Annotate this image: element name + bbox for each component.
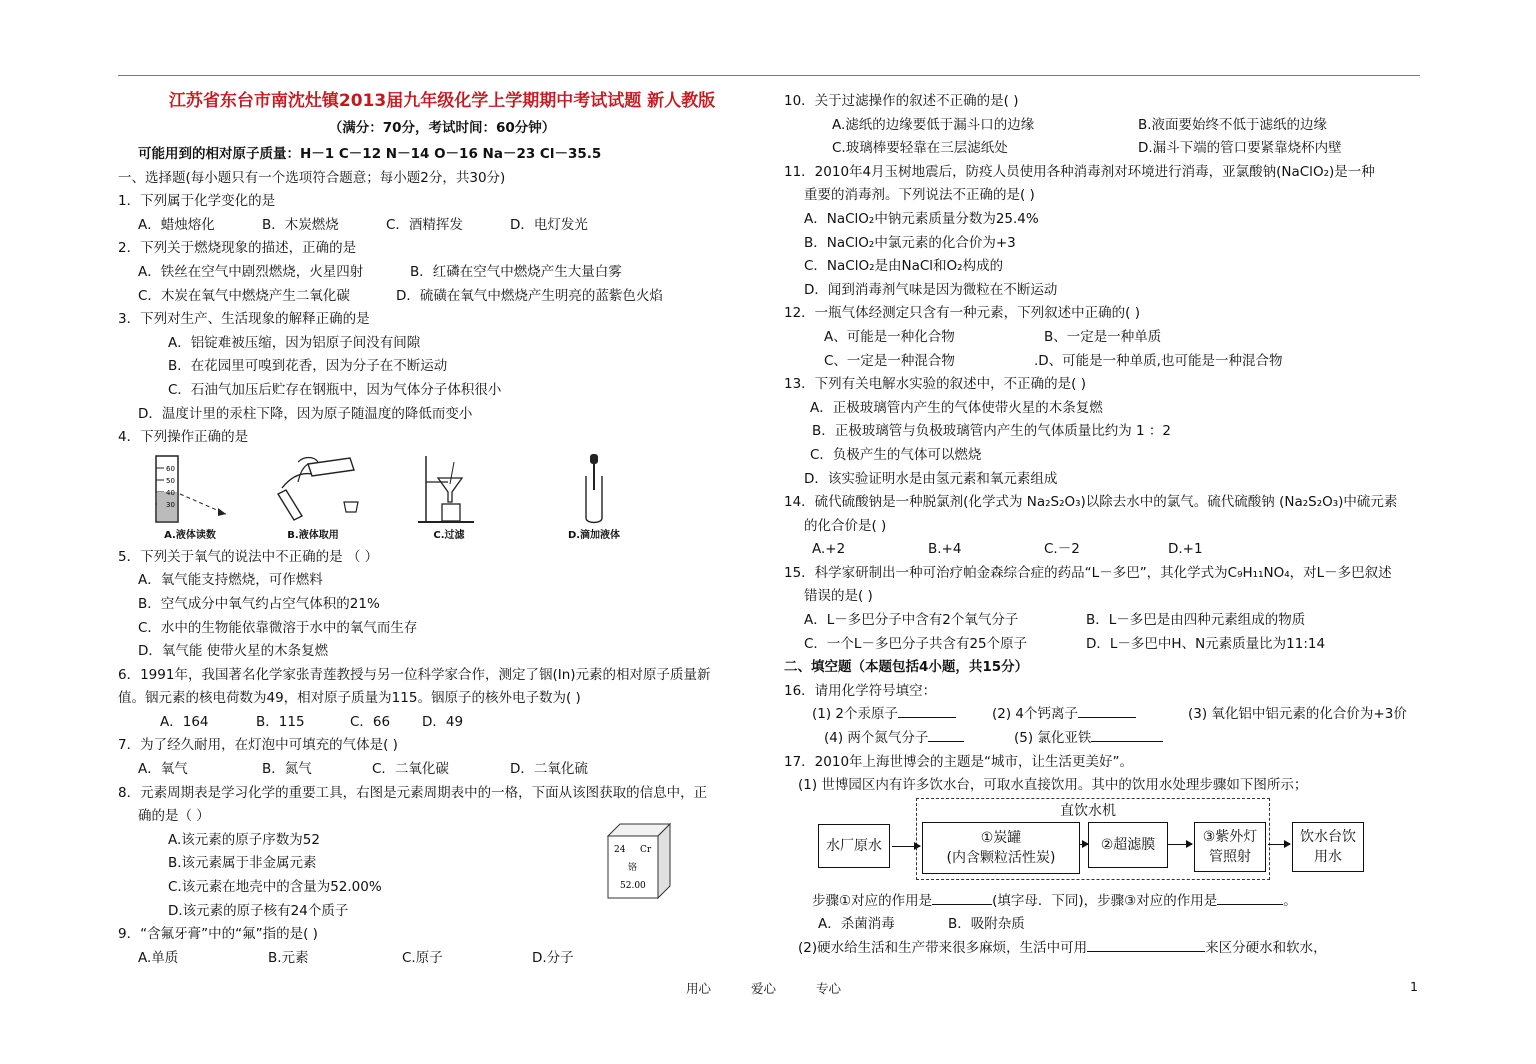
flow-arrow-1 [892,846,920,847]
q16-part4: (4) 两个氮气分子 [824,727,1014,751]
q16-blank-4[interactable] [928,727,964,742]
q12-option-d: .D、可能是一种单质,也可能是一种混合物 [1034,352,1283,369]
q10-option-c: C.玻璃棒要轻靠在三层滤纸处 [832,140,1008,157]
q17-fill-line: 步骤①对应的作用是 (填字母．下同)，步骤③对应的作用是 。 [784,890,1424,914]
q9-option-d: D.分子 [532,949,574,966]
q7-options [118,758,766,782]
q12-options-row1 [784,326,1424,350]
q12-option-c: C、一定是一种混合物 [824,352,955,369]
q13-option-a: A．正极玻璃管内产生的气体使带火星的木条复燃 [810,399,1103,416]
q6-options [118,711,766,735]
q2-options-row2 [118,285,766,309]
exam-subtitle: （满分：70分，考试时间：60分钟） [328,120,556,136]
q3-option-c: C．石油气加压后贮存在钢瓶中，因为气体分子体积很小 [168,381,502,398]
top-rule [118,75,1420,76]
q17-options [784,913,1424,937]
q15-option-c: C．一个L－多巴分子共含有25个原子 [804,635,1028,652]
q8-option-c: C.该元素在地壳中的含量为52.00% [168,879,382,896]
q14-option-a: A.+2 [812,541,846,558]
q15-line1: 15．科学家研制出一种可治疗帕金森综合症的药品“L－多巴”，其化学式为C₉H₁₁NO₄，对L－多巴叙述 [784,564,1392,581]
q10-stem: 10．关于过滤操作的叙述不正确的是( ) [784,93,1019,109]
q2-option-b: B．红磷在空气中燃烧产生大量白雾 [410,263,622,280]
q11-option-c: C．NaClO₂是由NaCl和O₂构成的 [804,258,1004,275]
q5-option-c: C．水中的生物能依靠微溶于水中的氧气而生存 [138,619,418,636]
fig-a-caption: A.液体读数 [164,529,216,541]
q12-stem: 12．一瓶气体经测定只含有一种元素，下列叙述中正确的( ) [784,305,1141,322]
cell-atomic-mass: 52.00 [620,881,646,891]
q1-option-b: B．木炭燃烧 [262,216,339,233]
q16-blank-5[interactable] [1091,727,1163,742]
cyl-label-30: 30 [166,500,175,509]
q17-option-b: B．吸附杂质 [948,916,1025,933]
q8-option-a: A.该元素的原子序数为52 [168,831,320,848]
q8-option-d: D.该元素的原子核有24个质子 [168,902,349,919]
flow-step-ultrafiltration: ②超滤膜 [1088,822,1168,868]
graduated-cylinder-icon [140,454,240,526]
q5-option-a: A．氧气能支持燃烧，可作燃料 [138,572,323,589]
q1-option-d: D．电灯发光 [510,216,588,233]
q16-blank-1[interactable] [898,703,956,718]
q15-option-d: D．L－多巴中H、N元素质量比为11:14 [1086,635,1326,652]
q7-option-b: B．氮气 [262,761,312,778]
filter-funnel-icon [414,454,484,526]
q13-option-b: B．正极玻璃管与负极玻璃管内产生的气体质量比约为 1 ：2 [812,423,1172,440]
q11-line1: 11．2010年4月玉树地震后，防疫人员使用各种消毒剂对环境进行消毒，亚氯酸钠(NaClO₂)是一种 [784,163,1375,180]
dash-box-label: 直饮水机 [1056,800,1120,820]
dropper-test-tube-icon [554,454,634,526]
fig-b-caption: B.液体取用 [287,529,339,541]
q3-option-d: D．温度计里的汞柱下降，因为原子随温度的降低而变小 [138,405,473,422]
periodic-table-cell [606,820,672,904]
q10-option-d: D.漏斗下端的管口要紧靠烧杯内壁 [1138,140,1342,157]
flow-arrow-3 [1168,844,1192,845]
q16-row2 [784,727,1424,751]
q6-option-d: D．49 [422,713,464,730]
element-cell-icon [606,820,672,900]
q3-option-a: A．铝锭难被压缩，因为铝原子间没有间隙 [168,334,421,351]
q1-option-a: A．蜡烛熔化 [138,216,215,233]
q11-option-d: D．闻到消毒剂气味是因为微粒在不断运动 [804,281,1058,298]
q16-row1 [784,703,1424,727]
footer-word-3: 专心 [816,981,842,996]
flow-step-drinking-water: 饮水台饮 用水 [1292,822,1364,872]
q7-option-d: D．二氧化硫 [510,761,588,778]
page-title: 江苏省东台市南沈灶镇2013届九年级化学上学期期中考试试题 新人教版 [168,91,716,111]
q17-blank-step1[interactable] [932,890,992,905]
q14-options [784,538,1424,562]
cell-symbol: Cr [640,845,652,855]
q14-line2: 的化合价是( ) [804,517,887,534]
footer-word-1: 用心 [686,981,712,996]
q10-options-row1 [784,114,1424,138]
q9-stem: 9．“含氟牙膏”中的“氟”指的是( ) [118,926,318,943]
cyl-label-50: 50 [166,476,175,485]
cyl-label-60: 60 [166,464,175,473]
flow-arrow-4 [1268,844,1290,845]
q5-option-d: D．氧气能 使带火星的木条复燃 [138,643,329,660]
atomic-masses: 可能用到的相对原子质量：H－1 C－12 N－14 O－16 Na－23 Cl－35.5 [138,146,602,162]
q15-option-b: B．L－多巴是由四种元素组成的物质 [1086,612,1306,629]
q1-stem: 1．下列属于化学变化的是 [118,193,276,210]
cyl-label-40: 40 [166,488,175,497]
q1-options [118,214,766,238]
q9-options [118,947,766,971]
q12-option-b: B、一定是一种单质 [1044,328,1162,345]
q8-option-b: B.该元素属于非金属元素 [168,855,317,872]
cell-element-name: 铬 [628,863,638,873]
q16-part2: (2) 4个钙离子 [992,703,1188,727]
fig-liquid-reading [140,454,240,541]
q16-blank-2[interactable] [1078,703,1136,718]
fig-liquid-taking [258,454,368,541]
q17-blank-step3[interactable] [1217,890,1283,905]
fig-dropping-liquid [554,454,634,541]
q10-option-b: B.液面要始终不低于滤纸的边缘 [1138,116,1328,133]
q6-line1: 6．1991年，我国著名化学家张青莲教授与另一位科学家合作，测定了铟(In)元素的相对原子质量新 [118,666,711,683]
footer-motto [686,979,841,997]
q8-line1: 8．元素周期表是学习化学的重要工具，右图是元素周期表中的一格，下面从该图获取的信息中，正 [118,784,708,801]
section-choice-heading: 一、选择题(每小题只有一个选项符合题意；每小题2分，共30分) [118,169,506,186]
q9-option-b: B.元素 [268,949,309,966]
footer-word-2: 爱心 [751,981,777,996]
q11-option-b: B．NaClO₂中氯元素的化合价为+3 [804,234,1016,251]
q12-options-row2 [784,350,1424,374]
q15-options-row2 [784,633,1424,657]
q8-line2: 确的是（ ） [138,808,210,825]
q6-option-b: B．115 [256,713,305,730]
q15-options-row1 [784,609,1424,633]
q4-figures [118,454,766,540]
cell-atomic-number: 24 [614,845,626,855]
q2-stem: 2．下列关于燃烧现象的描述，正确的是 [118,240,357,257]
q16-stem: 16．请用化学符号填空： [784,682,937,699]
q5-option-b: B．空气成分中氧气约占空气体积的21% [138,595,380,612]
q17-part2: (2)硬水给生活和生产带来很多麻烦，生活中可用 来区分硬水和软水， [784,937,1424,961]
q6-line2: 值。铟元素的核电荷数为49，相对原子质量为115。铟原子的核外电子数为( ) [118,690,581,707]
fig-d-caption: D.滴加液体 [567,529,621,541]
right-column [784,90,1424,961]
flow-step-uv-lamp: ③紫外灯 管照射 [1194,822,1266,872]
q11-line2: 重要的消毒剂。下列说法不正确的是( ) [804,187,1035,204]
q16-part1: (1) 2个汞原子 [812,703,992,727]
q11-option-a: A．NaClO₂中钠元素质量分数为25.4% [804,210,1039,227]
water-treatment-flowchart [784,798,1424,890]
q14-option-c: C.－2 [1044,541,1080,558]
q14-line1: 14．硫代硫酸钠是一种脱氯剂(化学式为 Na₂S₂O₃)以除去水中的氯气。硫代硫酸钠 (Na₂S₂O₃)中硫元素 [784,494,1398,511]
q2-option-d: D．硫磺在氧气中燃烧产生明亮的蓝紫色火焰 [396,287,663,304]
q14-option-b: B.+4 [928,541,962,558]
q3-stem: 3．下列对生产、生活现象的解释正确的是 [118,311,370,328]
q16-part3: (3) 氧化铝中铝元素的化合价为+3价 [1188,706,1407,723]
fig-filtering [414,454,484,541]
q2-option-a: A．铁丝在空气中剧烈燃烧，火星四射 [138,263,364,280]
q14-option-d: D.+1 [1168,541,1203,558]
q17-stem: 17．2010年上海世博会的主题是“城市，让生活更美好”。 [784,753,1134,770]
q13-option-d: D．该实验证明水是由氢元素和氧元素组成 [804,470,1058,487]
q5-stem: 5．下列关于氧气的说法中不正确的是 （ ） [118,548,379,565]
q7-stem: 7．为了经久耐用，在灯泡中可填充的气体是( ) [118,737,398,754]
q7-option-c: C．二氧化碳 [372,761,449,778]
flow-step-raw-water: 水厂原水 [818,824,890,868]
q13-stem: 13．下列有关电解水实验的叙述中，不正确的是( ) [784,376,1087,393]
q7-option-a: A．氧气 [138,761,188,778]
q15-option-a: A．L－多巴分子中含有2个氧气分子 [804,612,1019,629]
q10-options-row2 [784,137,1424,161]
q10-option-a: A.滤纸的边缘要低于漏斗口的边缘 [832,116,1035,133]
q9-option-c: C.原子 [402,949,443,966]
q17-part1: (1) 世博园区内有许多饮水台，可取水直接饮用。其中的饮用水处理步骤如下图所示； [798,777,1308,794]
fig-c-caption: C.过滤 [433,529,465,541]
q17-option-a: A．杀菌消毒 [818,916,895,933]
flow-arrow-2 [1080,844,1088,845]
q6-option-a: A．164 [160,713,209,730]
q16-part5: (5) 氯化亚铁 [1014,727,1163,751]
q12-option-a: A、可能是一种化合物 [824,328,955,345]
q9-option-a: A.单质 [138,949,179,966]
q2-option-c: C．木炭在氧气中燃烧产生二氧化碳 [138,287,350,304]
q3-option-b: B．在花园里可嗅到花香，因为分子在不断运动 [168,358,448,375]
q6-option-c: C．66 [350,713,391,730]
q15-line2: 错误的是( ) [804,588,873,605]
q4-stem: 4．下列操作正确的是 [118,429,249,446]
pouring-liquid-icon [258,454,368,526]
flow-step-carbon-tank: ①炭罐 (内含颗粒活性炭) [922,822,1080,874]
q2-options-row1 [118,261,766,285]
page-number: 1 [1410,979,1418,994]
q13-option-c: C．负极产生的气体可以燃烧 [810,446,982,463]
section-fill-heading: 二、填空题（本题包括4小题，共15分） [784,659,1029,676]
q1-option-c: C．酒精挥发 [386,216,463,233]
q17-blank-hard-water[interactable] [1087,937,1205,952]
